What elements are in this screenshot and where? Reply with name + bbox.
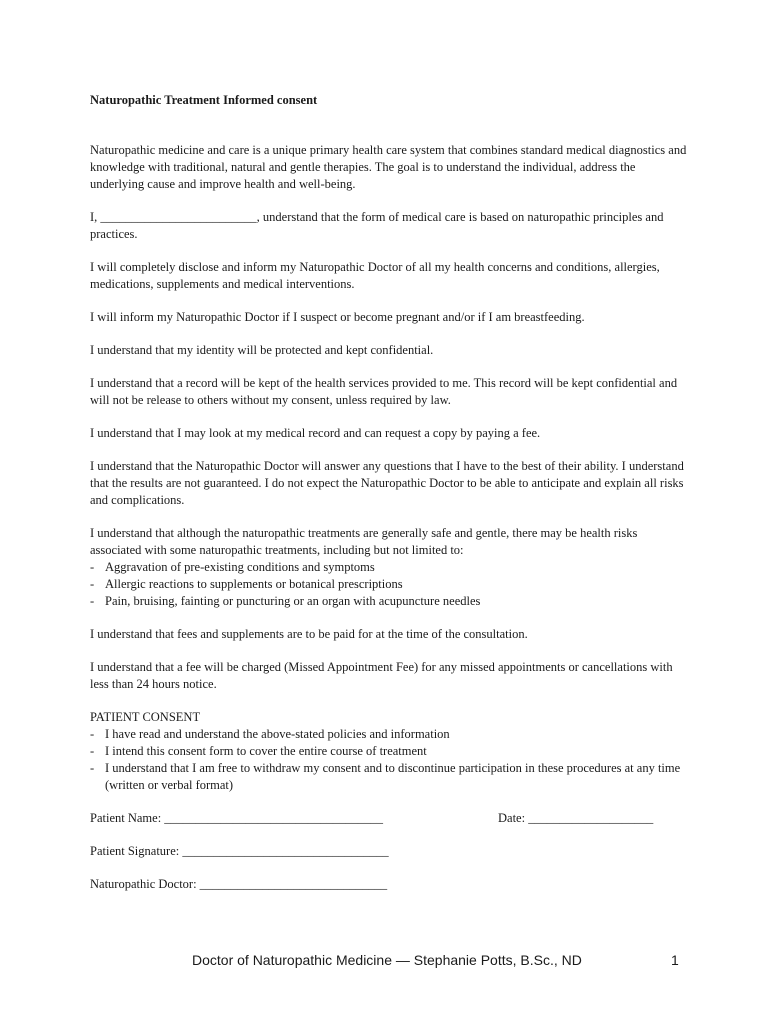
pregnancy-paragraph: I will inform my Naturopathic Doctor if I suspect or become pregnant and/or if I am breastfeeding. [90,310,585,324]
understanding-paragraph: I, _________________________, understand that the form of medical care is based on naturopathic principles and practices. [90,210,664,241]
disclosure-paragraph: I will completely disclose and inform my Naturopathic Doctor of all my health concerns and conditions, allergies, medications, supplements and medical interventions. [90,260,660,291]
list-item: - Pain, bruising, fainting or puncturing or an organ with acupuncture needles [90,593,690,610]
name-date-row [90,810,690,827]
risks-list [90,559,690,610]
document-title: Naturopathic Treatment Informed consent [90,93,318,107]
risks-paragraph: I understand that although the naturopathic treatments are generally safe and gentle, there may be health risks associated with some naturopathic treatments, including but not limited to: [90,526,638,557]
identity-paragraph: I understand that my identity will be protected and kept confidential. [90,343,434,357]
record-paragraph: I understand that a record will be kept of the health services provided to me. This record will be kept confidential and will not be release to others without my consent, unless required by law. [90,376,678,407]
document-body [90,92,690,909]
intro-paragraph: Naturopathic medicine and care is a unique primary health care system that combines standard medical diagnostics and knowledge with traditional, natural and gentle therapies. The goal is to understand the individual, address the underlying cause and improve health and well-being. [90,143,687,191]
footer-text: Doctor of Naturopathic Medicine — Stephanie Potts, B.Sc., ND [192,952,582,968]
list-item: - I understand that I am free to withdraw my consent and to discontinue participation in these procedures at any time (written or verbal format) [90,760,690,794]
list-item: - I intend this consent form to cover the entire course of treatment [90,743,690,760]
list-item: - Aggravation of pre-existing conditions and symptoms [90,559,690,576]
missed-appointment-paragraph: I understand that a fee will be charged (Missed Appointment Fee) for any missed appointments or cancellations with less than 24 hours notice. [90,660,673,691]
patient-name-field[interactable]: Patient Name: ___________________________________ [90,811,384,825]
naturopathic-doctor-field[interactable]: Naturopathic Doctor: ______________________________ [90,877,388,891]
questions-paragraph: I understand that the Naturopathic Doctor will answer any questions that I have to the best of their ability. I understand that the results are not guaranteed. I do not expect the Naturopathic Doctor to be able to anticipate and explain all risks and complications. [90,459,684,507]
date-field[interactable]: Date: ____________________ [498,811,654,825]
fees-paragraph: I understand that fees and supplements are to be paid for at the time of the consultation. [90,627,528,641]
patient-signature-field[interactable]: Patient Signature: _________________________________ [90,844,389,858]
page-number: 1 [671,952,679,968]
record-copy-paragraph: I understand that I may look at my medical record and can request a copy by paying a fee. [90,426,541,440]
consent-list [90,726,690,794]
list-item: - I have read and understand the above-stated policies and information [90,726,690,743]
consent-heading: PATIENT CONSENT [90,710,201,724]
list-item: - Allergic reactions to supplements or botanical prescriptions [90,576,690,593]
